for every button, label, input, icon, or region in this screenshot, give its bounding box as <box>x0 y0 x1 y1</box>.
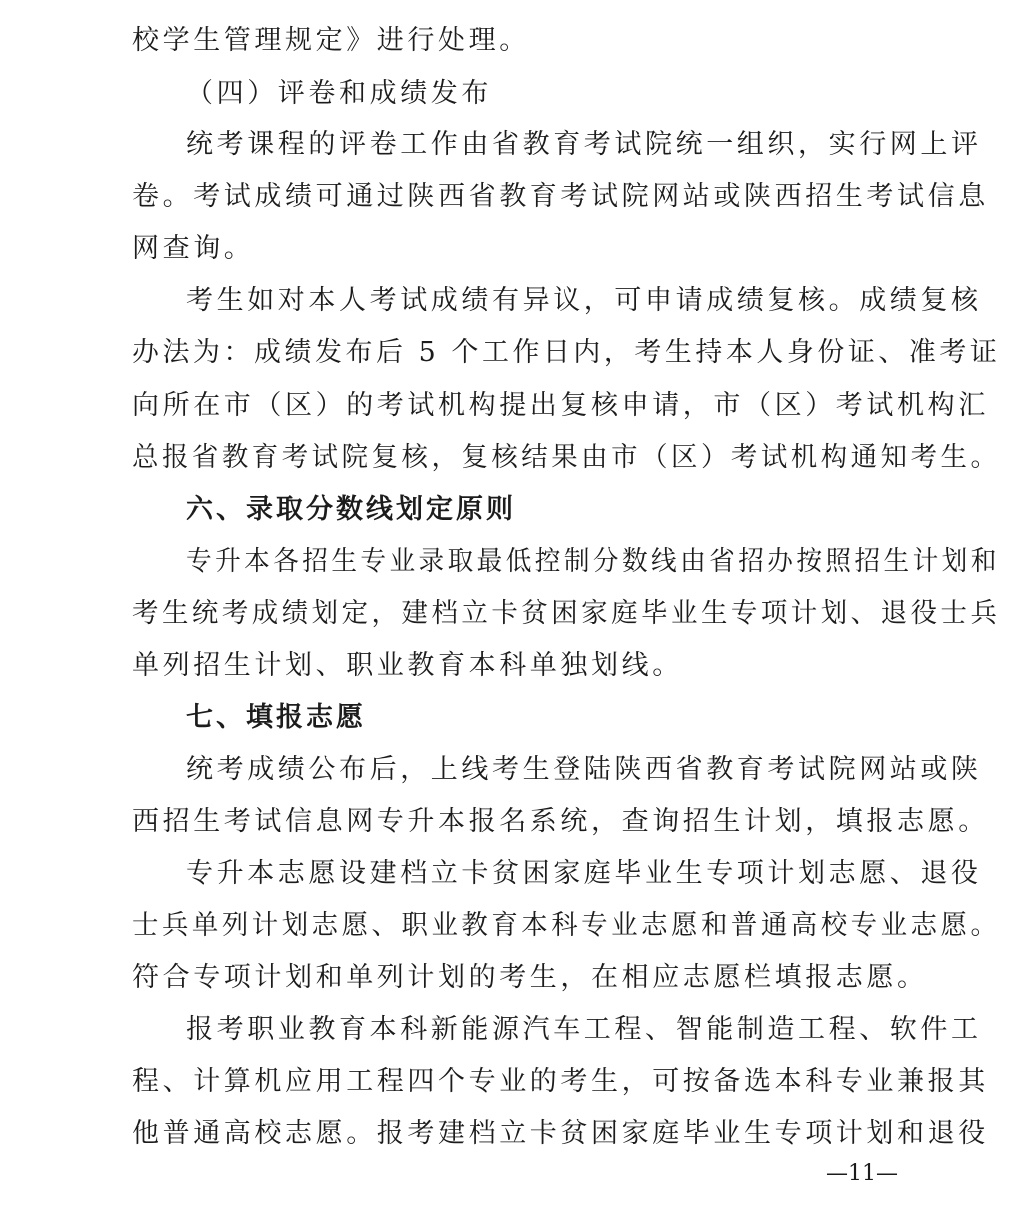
paragraph-line: 办法为：成绩发布后 5 个工作日内，考生持本人身份证、准考证 <box>132 337 1001 368</box>
paragraph-line: 卷。考试成绩可通过陕西省教育考试院网站或陕西招生考试信息 <box>132 181 989 212</box>
paragraph-line: 专升本各招生专业录取最低控制分数线由省招办按照招生计划和 <box>186 546 1000 577</box>
paragraph-line: 网查询。 <box>132 233 255 264</box>
subsection-heading: （四）评卷和成绩发布 <box>186 78 492 109</box>
paragraph-line: 统考课程的评卷工作由省教育考试院统一组织，实行网上评 <box>186 129 982 160</box>
paragraph-line: 士兵单列计划志愿、职业教育本科专业志愿和普通高校专业志愿。 <box>132 910 1001 941</box>
paragraph-line: 符合专项计划和单列计划的考生，在相应志愿栏填报志愿。 <box>132 962 928 993</box>
paragraph-line: 专升本志愿设建档立卡贫困家庭毕业生专项计划志愿、退役 <box>186 858 982 889</box>
paragraph-line: 单列招生计划、职业教育本科单独划线。 <box>132 650 683 681</box>
paragraph-line: 考生如对本人考试成绩有异议，可申请成绩复核。成绩复核 <box>186 285 982 316</box>
paragraph-line: 他普通高校志愿。报考建档立卡贫困家庭毕业生专项计划和退役 <box>132 1118 989 1149</box>
section-heading: 七、填报志愿 <box>186 702 366 733</box>
paragraph-line: 程、计算机应用工程四个专业的考生，可按备选本科专业兼报其 <box>132 1066 989 1097</box>
paragraph-line: 统考成绩公布后，上线考生登陆陕西省教育考试院网站或陕 <box>186 754 982 785</box>
paragraph-line: 考生统考成绩划定，建档立卡贫困家庭毕业生专项计划、退役士兵 <box>132 598 1001 629</box>
paragraph-line: 报考职业教育本科新能源汽车工程、智能制造工程、软件工 <box>186 1014 982 1045</box>
paragraph-line: 西招生考试信息网专升本报名系统，查询招生计划，填报志愿。 <box>132 806 989 837</box>
paragraph-line: 向所在市（区）的考试机构提出复核申请，市（区）考试机构汇 <box>132 390 989 421</box>
page-number: —11— <box>826 1161 898 1186</box>
section-heading: 六、录取分数线划定原则 <box>186 494 516 525</box>
paragraph-line: 校学生管理规定》进行处理。 <box>132 25 530 56</box>
paragraph-line: 总报省教育考试院复核，复核结果由市（区）考试机构通知考生。 <box>132 442 1001 473</box>
